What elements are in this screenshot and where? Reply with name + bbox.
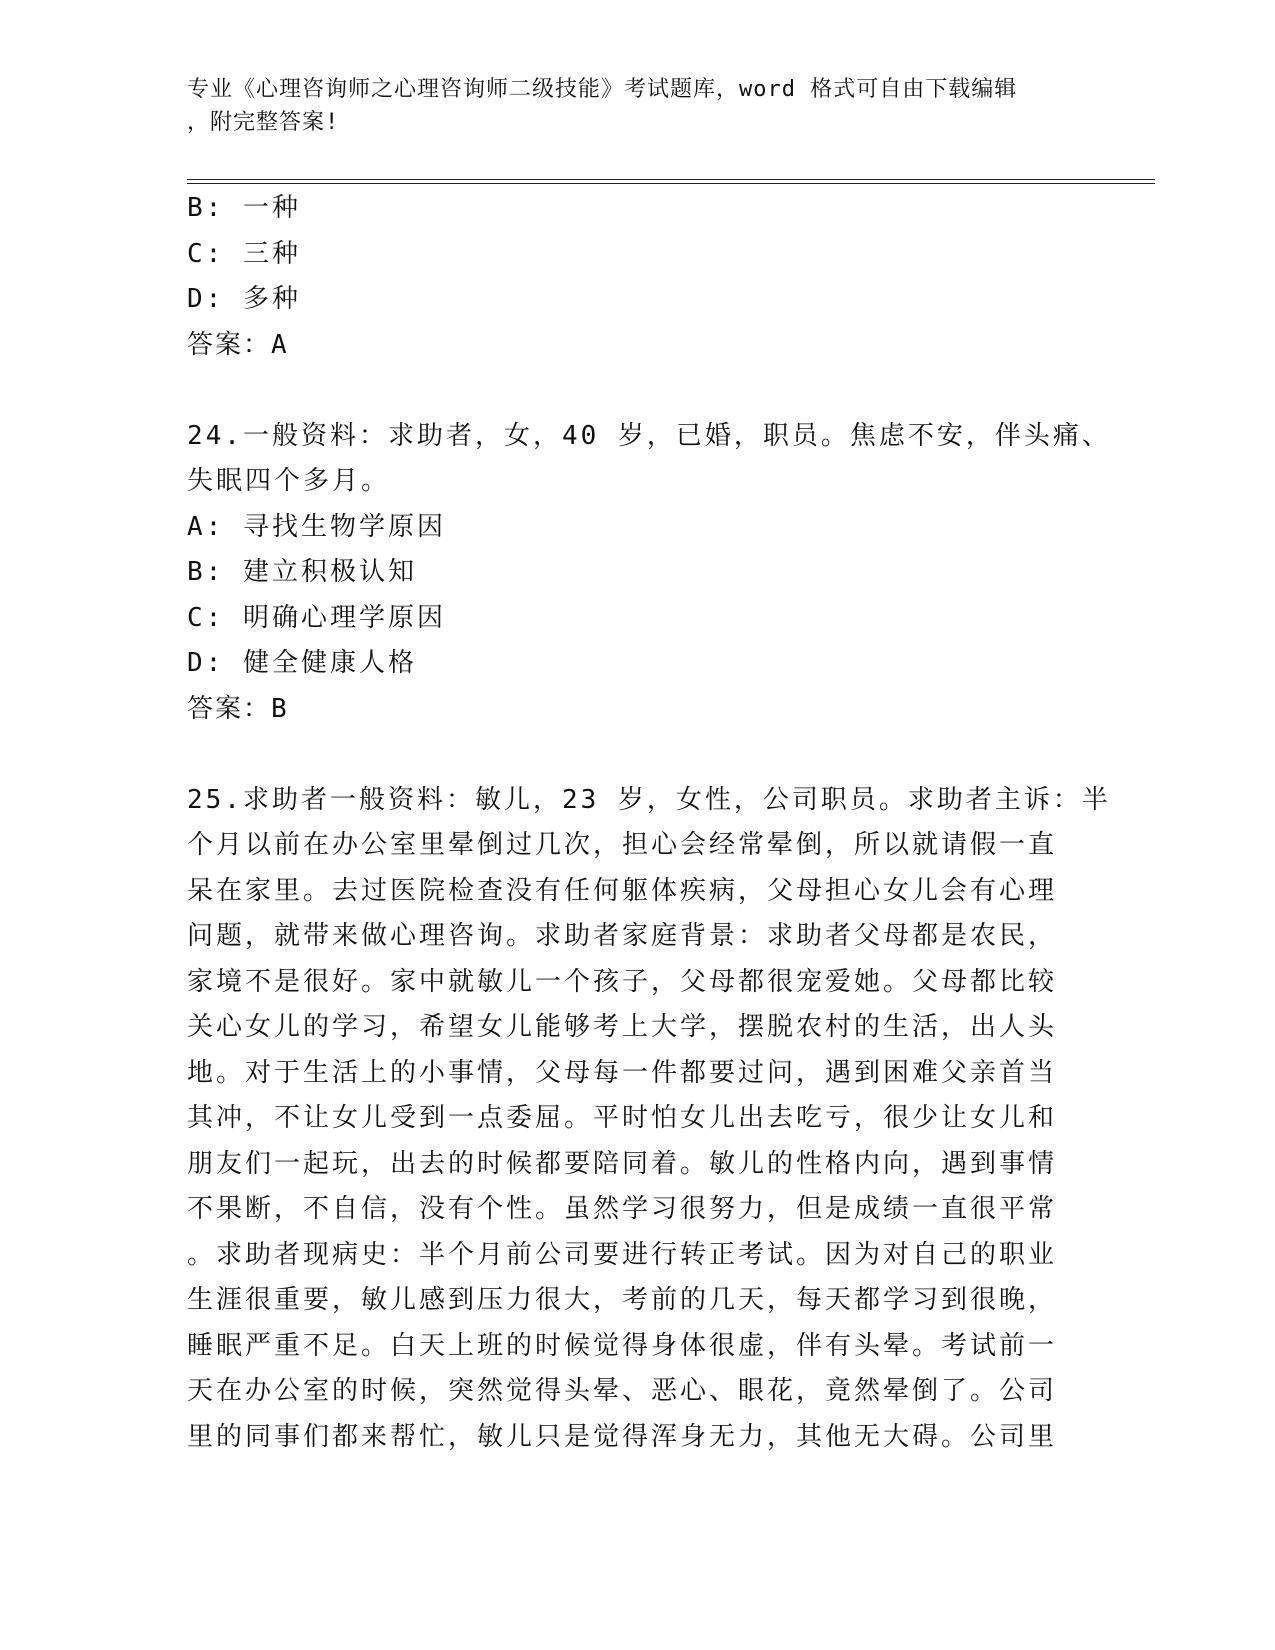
exam-content <box>187 186 1111 1460</box>
option-a: A: 寻找生物学原因 <box>187 511 446 542</box>
option-c: C: 三种 <box>187 238 301 269</box>
option-d: D: 健全健康人格 <box>187 648 417 678</box>
question-23-options <box>187 186 1087 368</box>
option-b: B: 建立积极认知 <box>187 557 417 587</box>
answer-line: 答案：A <box>187 329 290 360</box>
question-text-line: 失眠四个多月。 <box>187 466 391 496</box>
question-text-line: 睡眠严重不足。白天上班的时候觉得身体很虚，伴有头晕。考试前一 <box>187 1330 1058 1361</box>
question-text-line: 其冲，不让女儿受到一点委屈。平时怕女儿出去吃亏，很少让女儿和 <box>187 1103 1058 1133</box>
question-text-line: 天在办公室的时候，突然觉得头晕、恶心、眼花，竟然晕倒了。公司 <box>187 1376 1058 1406</box>
question-text-line: 地。对于生活上的小事情，父母每一件都要过问，遇到困难父亲首当 <box>187 1057 1058 1088</box>
question-25 <box>187 778 1111 1461</box>
header-title-line-1: 专业《心理咨询师之心理咨询师二级技能》考试题库，word 格式可自由下载编辑 <box>187 77 1018 102</box>
question-text-line: 关心女儿的学习，希望女儿能够考上大学，摆脱农村的生活，出人头 <box>187 1012 1058 1042</box>
question-text-line: 。求助者现病史：半个月前公司要进行转正考试。因为对自己的职业 <box>187 1239 1058 1270</box>
question-text-line: 24.一般资料：求助者，女，40 岁，已婚，职员。焦虑不安，伴头痛、 <box>187 420 1111 451</box>
question-text-line: 生涯很重要，敏儿感到压力很大，考前的几天，每天都学习到很晚， <box>187 1285 1058 1315</box>
question-text-line: 朋友们一起玩，出去的时候都要陪同着。敏儿的性格内向，遇到事情 <box>187 1148 1058 1179</box>
spacer <box>187 732 1087 778</box>
question-text-line: 个月以前在办公室里晕倒过几次，担心会经常晕倒，所以就请假一直 <box>187 830 1058 860</box>
page-header <box>187 73 1067 139</box>
question-text-line: 里的同事们都来帮忙，敏儿只是觉得浑身无力，其他无大碍。公司里 <box>187 1421 1058 1452</box>
question-24 <box>187 414 1111 733</box>
option-b: B: 一种 <box>187 193 301 223</box>
answer-line: 答案：B <box>187 693 290 724</box>
header-title-line-2: ，附完整答案! <box>187 110 340 135</box>
option-c: C: 明确心理学原因 <box>187 602 446 633</box>
question-text-line: 不果断，不自信，没有个性。虽然学习很努力，但是成绩一直很平常 <box>187 1194 1058 1224</box>
header-divider <box>187 179 1155 184</box>
question-text-line: 25.求助者一般资料：敏儿，23 岁，女性，公司职员。求助者主诉：半 <box>187 784 1111 815</box>
question-text-line: 呆在家里。去过医院检查没有任何躯体疾病，父母担心女儿会有心理 <box>187 875 1058 906</box>
question-text-line: 家境不是很好。家中就敏儿一个孩子，父母都很宠爱她。父母都比较 <box>187 966 1058 997</box>
spacer <box>187 368 1087 414</box>
option-d: D: 多种 <box>187 284 301 314</box>
question-text-line: 问题，就带来做心理咨询。求助者家庭背景：求助者父母都是农民， <box>187 921 1058 951</box>
